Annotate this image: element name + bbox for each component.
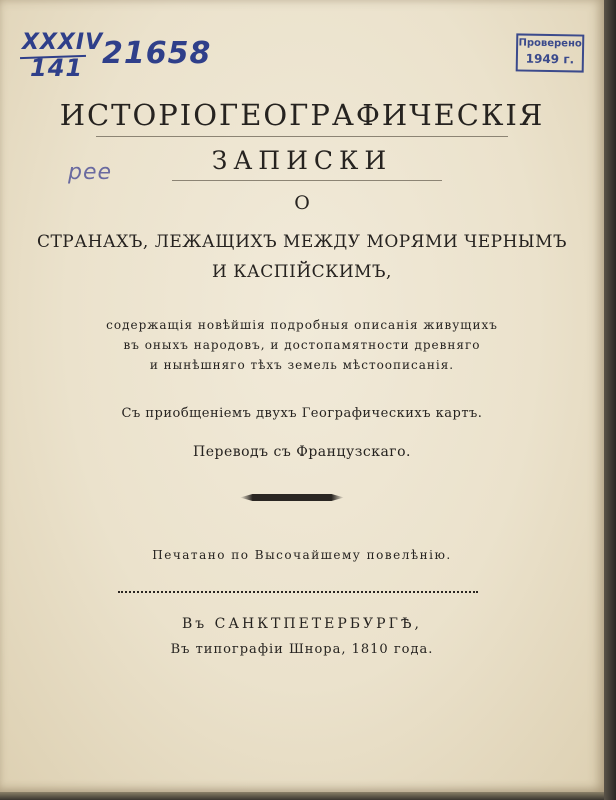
title-underline-2 — [172, 180, 442, 181]
shelf-mark-top: XXXIV — [22, 30, 104, 55]
supplement-line: Съ приобщеніемъ двухъ Географическихъ картъ. — [121, 406, 483, 421]
accession-number: 21658 — [102, 36, 212, 71]
stamp-line-2: 1949 г. — [525, 51, 575, 67]
ornamental-rule — [240, 494, 344, 501]
shelf-mark-bottom: 141 — [30, 54, 84, 82]
verification-stamp — [516, 33, 585, 72]
title-line-3: О — [294, 192, 310, 214]
book-edge-right — [604, 0, 616, 800]
title-line-2: ЗАПИСКИ — [211, 146, 393, 175]
title-underline — [96, 136, 508, 137]
description-line-2: въ оныхъ народовъ, и достопамятности древняго — [123, 338, 481, 352]
description-line-1: содержащія новѣйшія подробныя описанія живущихъ — [106, 318, 498, 332]
book-edge-bottom — [0, 792, 604, 800]
imprimatur-line: Печатано по Высочайшему повелѣнію. — [152, 548, 452, 562]
title-line-4: СТРАНАХЪ, ЛЕЖАЩИХЪ МЕЖДУ МОРЯМИ ЧЕРНЫМЪ — [36, 232, 568, 252]
stamp-line-1: Проверено — [518, 37, 582, 50]
translation-line: Переводъ съ Французскаго. — [192, 444, 411, 460]
title-line-1: ИСТОРІОГЕОГРАФИЧЕСКІЯ — [59, 98, 545, 132]
imprint-city: Въ САНКТПЕТЕРБУРГѢ, — [182, 616, 422, 632]
title-line-5: И КАСПІЙСКИМЪ, — [212, 262, 392, 282]
dotted-rule — [118, 591, 478, 595]
imprint-press: Въ типографіи Шнора, 1810 года. — [170, 642, 434, 657]
margin-note: рее — [68, 160, 113, 185]
description-line-3: и нынѣшняго тѣхъ земель мѣстоописанія. — [149, 358, 455, 372]
